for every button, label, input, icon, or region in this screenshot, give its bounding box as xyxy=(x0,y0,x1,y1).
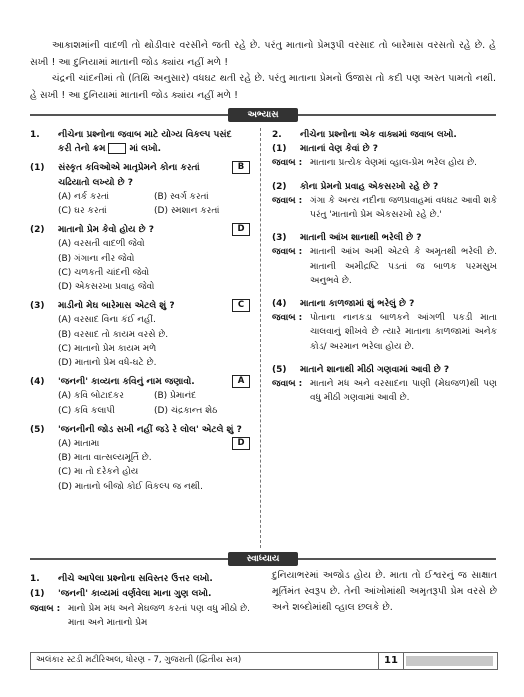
question-text: માતાને શાનાથી મીઠી ગણવામાં આવી છે ? xyxy=(300,364,450,375)
abhyas-heading: અભ્યાસ xyxy=(228,108,298,122)
instruction-number: 2. xyxy=(272,130,282,140)
answer-text-part-1: માનો પ્રેમ મધ અને મેઘજળ કરતાં પણ વધુ મીઠો છે. માતા અને માતાનો પ્રેમ xyxy=(68,603,250,629)
answer-box: D xyxy=(232,223,250,236)
instruction-text: નીચે આપેલા પ્રશ્નોના સવિસ્તર ઉત્તર લખો. xyxy=(58,574,213,584)
option-c: (C) ઘર કરતાં xyxy=(58,206,107,217)
intro-paragraph-1: આકાશમાંની વાદળી તો થોડીવાર વરસીને જતી રહે છે. પરંતુ માતાનો પ્રેમરૂપી વરસાદ તો બારેમાસ વરસતો રહે છે. હે સખી ! આ દુનિયામાં માતાની જોડ ક્યાંય નહીં મળે ! xyxy=(30,40,496,68)
question-text: માતાનાં વેણ કેવાં છે ? xyxy=(300,144,378,155)
answer-text: માતાને મધ અને વરસાદના પાણી (મેઘજળ)થી પણ વધુ મીઠી ગણવામાં આવી છે. xyxy=(310,379,497,404)
answer-text: ગંગા કે અન્ય નદીના જળપ્રવાહમાં વધઘટ આવી શકે પરંતુ 'માતાનો પ્રેમ એકસરખો રહે છે.' xyxy=(310,195,497,221)
option-c: (C) મા તો દરેકને હોય xyxy=(58,467,139,478)
answer-box: B xyxy=(232,161,250,174)
option-d: (D) એકસરખા પ્રવાહ જેવો xyxy=(58,282,155,293)
short-question-3 xyxy=(272,231,497,288)
question-text: 'જનની' કાવ્યના કવિનું નામ જણાવો. xyxy=(58,377,195,388)
option-c: (C) માતાનો પ્રેમ કાયમ મળે xyxy=(58,343,157,354)
mcq-question-2 xyxy=(30,223,250,294)
question-number: (1) xyxy=(30,588,45,599)
question-number: (5) xyxy=(30,424,45,435)
answer-text: પોતાના નાનકડા બાળકને આંગળી પકડી માતા ચાલવાનું શીખવે છે ત્યારે માતાના કાળજામાં અનેક કોડ/ અરમાન ભરેલા હોય છે. xyxy=(310,313,497,352)
footer-decoration xyxy=(406,656,493,666)
abhyas-banner xyxy=(30,108,496,122)
question-number: (4) xyxy=(30,377,45,388)
option-c: (C) કવિ કલાપી xyxy=(58,405,115,416)
answer-box-sample xyxy=(108,143,126,154)
question-number: (1) xyxy=(272,144,287,155)
short-question-2 xyxy=(272,180,497,223)
short-question-4 xyxy=(272,297,497,354)
intro-paragraph-2: ચંદ્રની ચાંદનીમાં તો (તિથિ અનુસાર) વધઘટ થતી રહે છે. પરંતુ માતાના પ્રેમનો ઉજાસ તો કદી પણ અસ્ત પામતો નથી. હે સખી ! આ દુનિયામાં માતાની જોડ ક્યાંય નહીં મળે ! xyxy=(30,73,496,101)
option-b: (B) ગંગાના નીર જેવો xyxy=(58,253,135,264)
answer-label: જવાબ : xyxy=(272,195,303,206)
instruction-number: 1. xyxy=(30,574,40,584)
question-text: માતાના કાળજામાં શું ભરેલું છે ? xyxy=(300,299,415,310)
footer-title: અલંકાર સ્ટડી મટીરિઅલ, ધોરણ - 7, ગુજરાતી (દ્વિતીય સત્ર) xyxy=(36,655,242,665)
question-text: સંસ્કૃત કવિઓએ માતૃપ્રેમને કોના કરતાં ચઢિયાતો લખ્યો છે ? xyxy=(58,163,200,188)
question-text: 'જનનીની જોડ સખી નહીં જડે રે લોલ' એટલે શું ? xyxy=(58,424,242,435)
swadhyay-heading: સ્વાધ્યાય xyxy=(228,552,298,566)
long-answer-section xyxy=(30,572,250,631)
option-b: (B) સ્વર્ગ કરતાં xyxy=(154,191,209,202)
question-text: માડીનો મેઘ બારેમાસ એટલે શું ? xyxy=(58,301,175,312)
answer-box: A xyxy=(232,375,250,388)
instruction-number: 1. xyxy=(30,130,40,140)
option-d: (D) સ્મશાન કરતાં xyxy=(154,206,220,217)
question-text: માતાનો પ્રેમ કેવો હોય છે ? xyxy=(58,225,154,236)
option-d: (D) માતાનો પ્રેમ વધે-ઘટે છે. xyxy=(58,358,157,369)
short-answer-section xyxy=(272,128,497,405)
mcq-question-3 xyxy=(30,299,250,370)
answer-label: જવાબ : xyxy=(30,603,61,614)
answer-label: જવાબ : xyxy=(272,158,303,169)
answer-label: જવાબ : xyxy=(272,247,303,258)
page-number: 11 xyxy=(378,652,404,670)
question-text: કોના પ્રેમનો પ્રવાહ એકસરખો રહે છે ? xyxy=(300,181,439,192)
option-d: (D) માતાનો બીજો કોઈ વિકલ્પ જ નથી. xyxy=(58,481,203,492)
mcq-instruction xyxy=(30,128,250,156)
option-c: (C) ચળકતી ચાંદની જેવો xyxy=(58,267,150,278)
short-answer-instruction xyxy=(272,128,497,142)
option-a: (A) વરસતી વાદળી જેવો xyxy=(58,239,145,250)
instruction-text-3: માં લખો. xyxy=(129,144,162,155)
answer-text-part-2: દુનિયાભરમાં અજોડ હોય છે. માતા તો ઈશ્વરનું જ સાક્ષાત મૂર્તિમંત સ્વરૂપ છે. તેની આંખોમાંથી અમૃતરૂપી પ્રેમ વરસે છે અને શબ્દોમાંથી વ્હાલ છલકે છે. xyxy=(272,570,497,613)
mcq-question-5 xyxy=(30,423,250,494)
instruction-text-2: કરી તેનો ક્રમ xyxy=(58,144,106,155)
option-a: (A) માતામા xyxy=(58,439,100,450)
instruction-text: નીચેના પ્રશ્નોના જવાબ માટે યોગ્ય વિકલ્પ પસંદ xyxy=(58,130,232,140)
answer-text: માતાના પ્રત્યેક વેણમાં વ્હાલ-પ્રેમ ભરેલ હોય છે. xyxy=(310,158,477,169)
question-number: (4) xyxy=(272,299,287,310)
mcq-section xyxy=(30,128,250,494)
question-number: (3) xyxy=(30,301,45,312)
question-text: 'જનની' કાવ્યમાં વર્ણવેલા માના ગુણ લખો. xyxy=(58,588,212,599)
question-text: માતાની આંખ શાનાથી ભરેલી છે ? xyxy=(300,233,422,244)
swadhyay-banner xyxy=(30,552,496,566)
question-number: (3) xyxy=(272,233,287,244)
answer-label: જવાબ : xyxy=(272,313,303,324)
answer-label: જવાબ : xyxy=(272,379,303,390)
option-a: (A) વરસાદ વિના કંઈ નહીં. xyxy=(58,315,156,326)
short-question-5 xyxy=(272,363,497,406)
question-number: (2) xyxy=(30,225,45,236)
option-b: (B) વરસાદ તો કાયમ વરસે છે. xyxy=(58,329,169,340)
option-a: (A) કવિ બોટાદકર xyxy=(58,391,124,402)
intro-text xyxy=(30,38,496,104)
option-a: (A) નર્ક કરતાં xyxy=(58,191,110,202)
answer-text: માતાની આંખ અમી એટલે કે અમૃતથી ભરેલી છે. માતાની અમીદ્રષ્ટિ પડતાં જ બાળક પરમસુખ અનુભવે છે. xyxy=(310,247,497,286)
page-footer xyxy=(30,652,498,670)
instruction-text: નીચેના પ્રશ્નોના એક વાક્યમાં જવાબ લખો. xyxy=(300,130,457,140)
mcq-question-4 xyxy=(30,375,250,418)
question-number: (2) xyxy=(272,181,287,192)
question-number: (1) xyxy=(30,163,45,174)
mcq-question-1 xyxy=(30,161,250,218)
answer-box: D xyxy=(232,437,250,450)
answer-box: C xyxy=(232,299,250,312)
question-number: (5) xyxy=(272,364,287,375)
option-b: (B) માતા વાત્સલ્યમૂર્તિ છે. xyxy=(58,453,152,464)
short-question-1 xyxy=(272,142,497,170)
option-b: (B) પ્રેમાનંદ xyxy=(154,391,197,402)
column-divider xyxy=(260,128,261,548)
option-d: (D) ચંદ્રકાન્ત શેઠ xyxy=(154,405,218,416)
